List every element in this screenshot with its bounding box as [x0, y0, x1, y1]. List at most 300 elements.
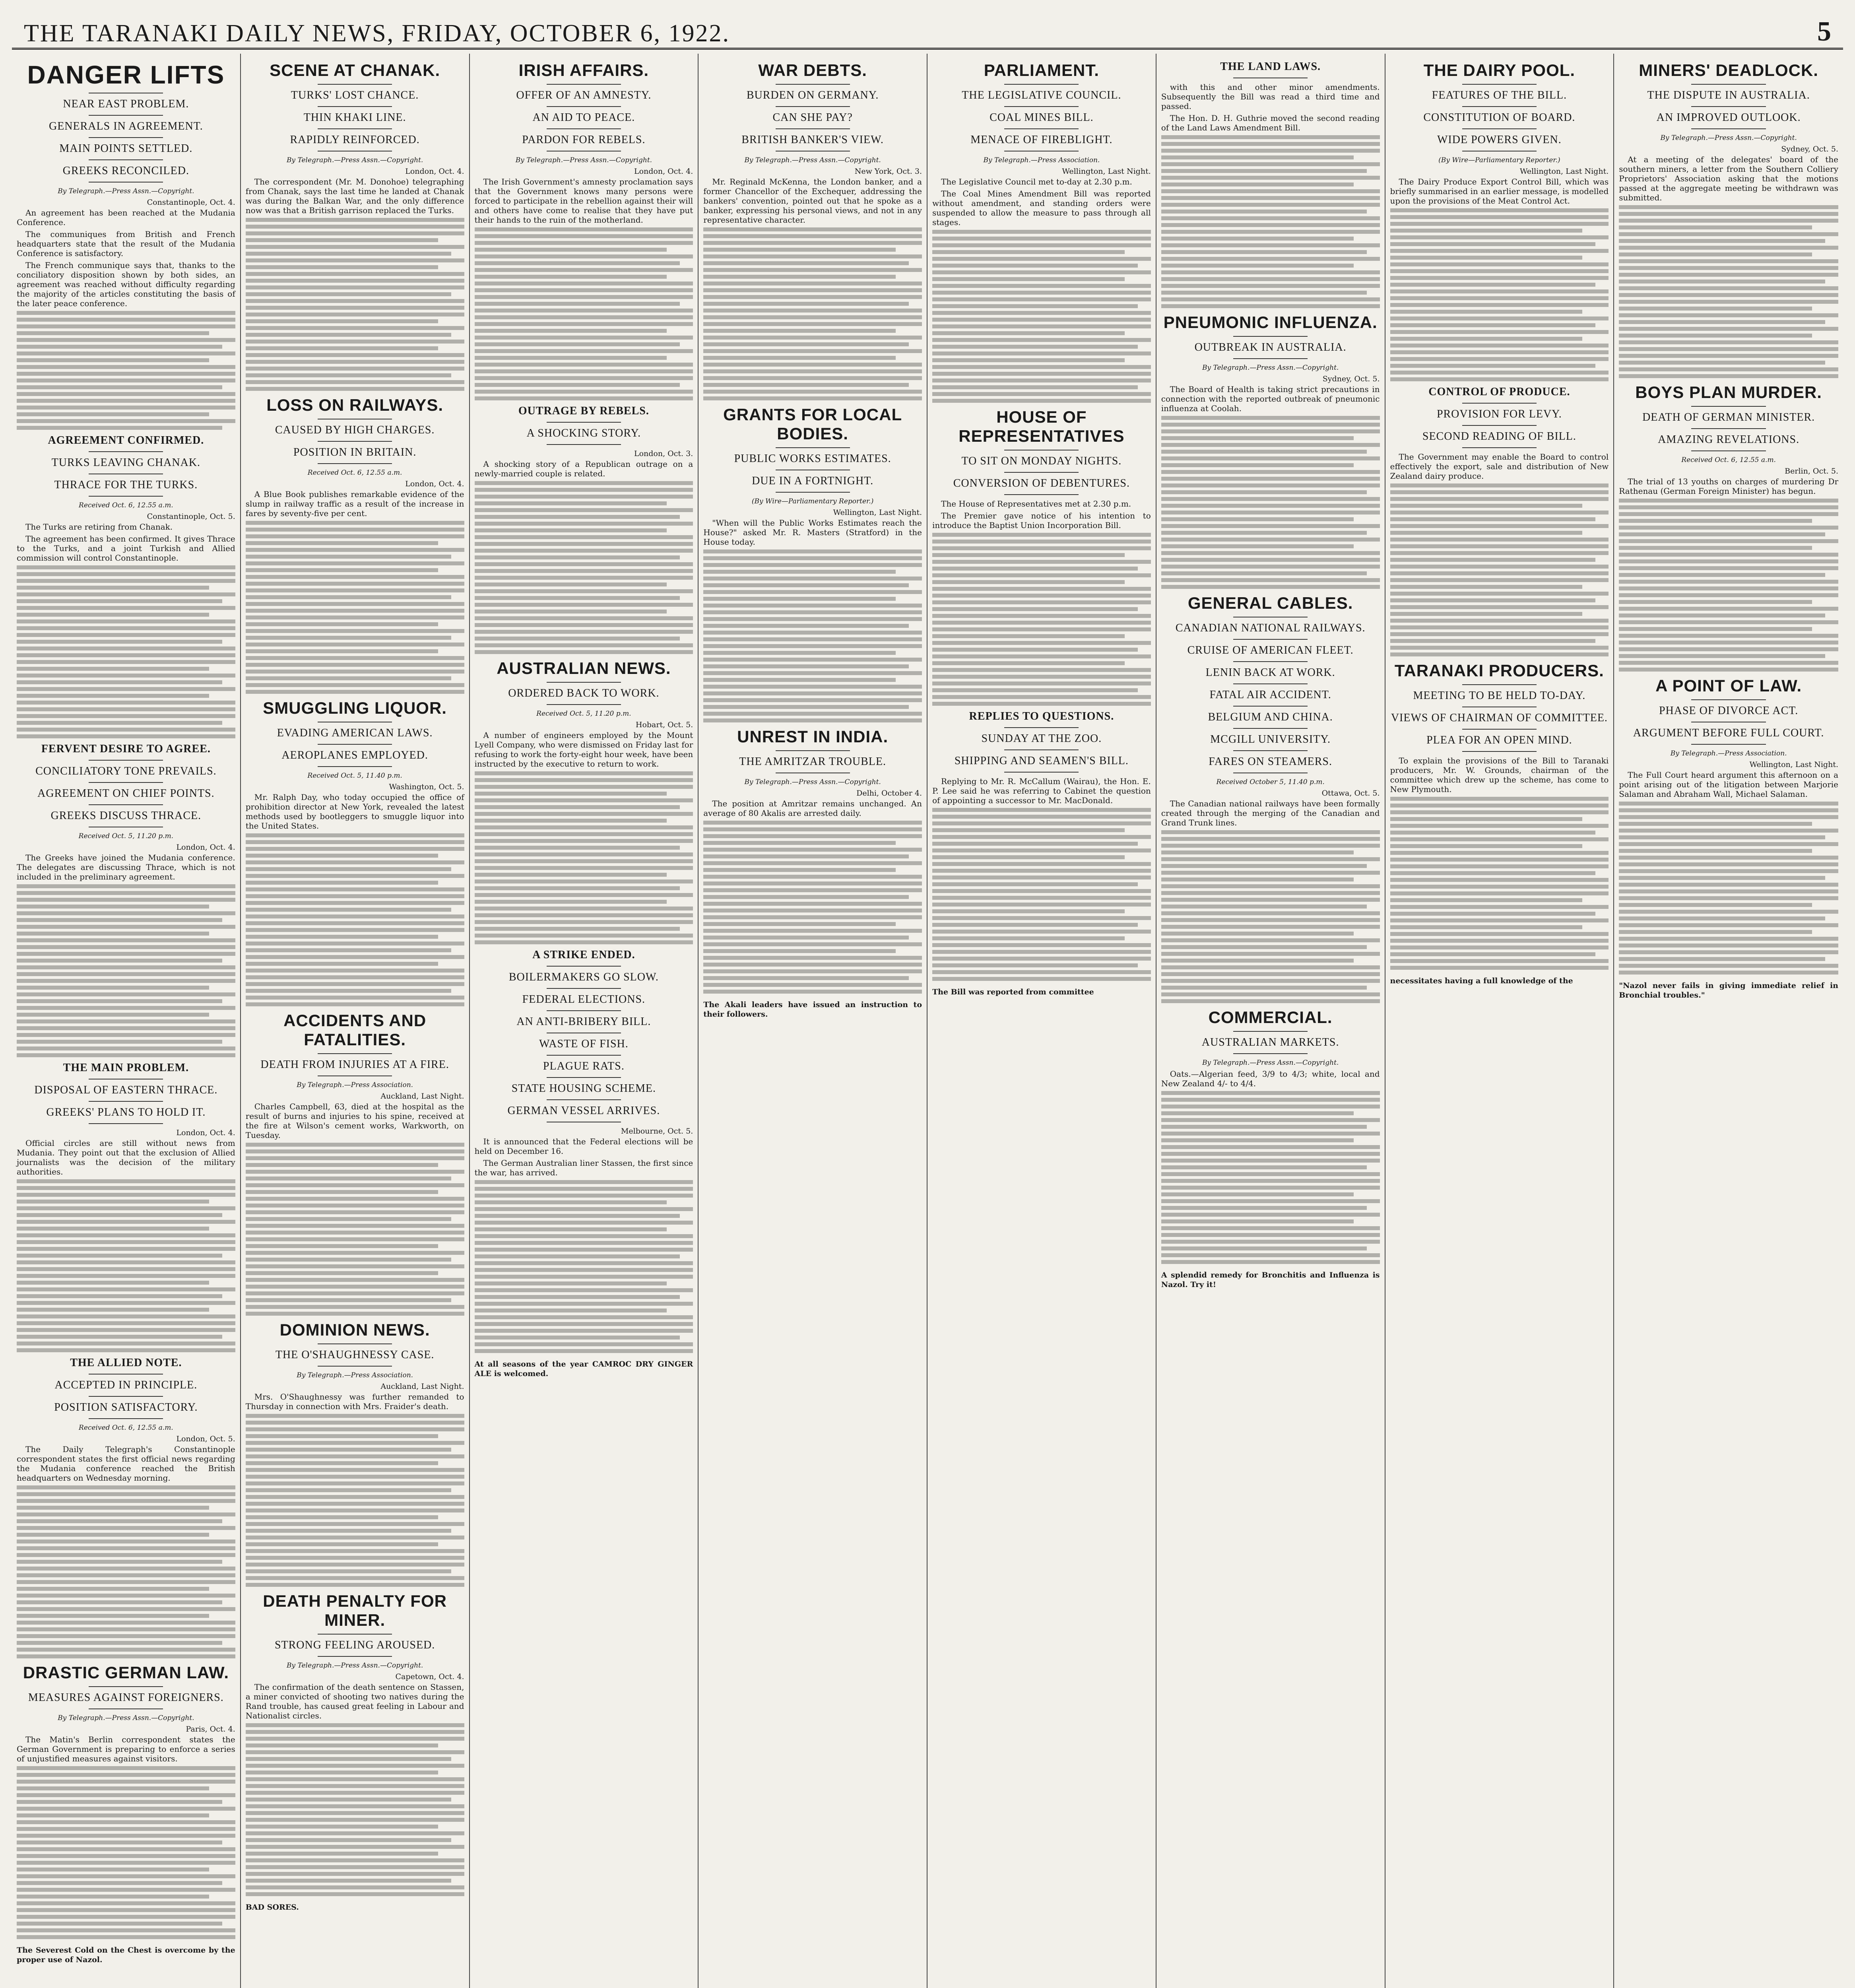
text-line: [1390, 804, 1609, 808]
text-line: [475, 535, 693, 539]
text-line: [17, 1512, 235, 1516]
text-line: [246, 1502, 464, 1506]
text-line: [703, 861, 922, 865]
text-line: [17, 372, 235, 376]
text-line: [1161, 857, 1380, 861]
article-body: [475, 459, 693, 478]
text-line: [703, 698, 922, 702]
column-4: [699, 54, 928, 1988]
text-line: [1390, 966, 1609, 970]
text-line: [1619, 647, 1838, 651]
text-line: [1390, 235, 1609, 239]
text-line: [932, 695, 1151, 699]
text-line: [17, 734, 235, 738]
text-line: [932, 358, 1125, 362]
text-line: [932, 702, 1151, 706]
subhead-rule: [1233, 358, 1308, 359]
text-line: [1161, 304, 1380, 308]
text-line: [1619, 225, 1812, 229]
text-line: [246, 670, 464, 674]
text-line: [17, 1274, 235, 1278]
text-line: [703, 718, 922, 722]
text-line: [703, 376, 922, 380]
text-line: [475, 603, 693, 607]
article: [246, 1320, 464, 1587]
text-line: [17, 1780, 235, 1784]
text-line: [1619, 620, 1838, 624]
text-line: [17, 338, 235, 342]
article: [246, 61, 464, 391]
text-line: [1390, 504, 1583, 508]
article: [475, 659, 693, 944]
text-line: [475, 1309, 667, 1312]
article-headline: BOYS PLAN MURDER.: [1635, 383, 1822, 402]
article: [246, 1592, 464, 1896]
text-line: [246, 1750, 464, 1754]
article-headline: MINERS' DEADLOCK.: [1639, 61, 1818, 80]
text-line: [475, 920, 693, 924]
article-dateline: New York, Oct. 3.: [854, 167, 922, 176]
text-line: [932, 977, 1151, 981]
article-headline: DRASTIC GERMAN LAW.: [23, 1663, 229, 1682]
article: [475, 404, 693, 654]
text-line: [932, 573, 1151, 577]
text-line: [17, 345, 222, 349]
text-line: [1161, 169, 1367, 173]
article-subhead: POSITION IN BRITAIN.: [293, 446, 417, 458]
text-line: [1161, 490, 1367, 494]
text-line: [17, 412, 209, 416]
text-line: [703, 915, 922, 919]
article-paragraph: The Canadian national railways have been formally created through the merging of the Canadian and Grand Trunk lines.: [1161, 799, 1380, 827]
text-line: [703, 309, 922, 313]
text-line: [1161, 986, 1367, 990]
article-body: [246, 177, 464, 215]
article-paragraph: The Board of Health is taking strict precautions in connection with the reported outbreak of pneumonic influenza at Coolah.: [1161, 384, 1380, 413]
text-line: [246, 982, 464, 986]
text-line: [932, 587, 1151, 591]
subhead-rule: [89, 1123, 163, 1124]
text-line: [246, 989, 451, 993]
text-line: [17, 714, 235, 718]
text-line: [475, 913, 693, 917]
text-line: [246, 575, 464, 579]
text-line: [1390, 871, 1596, 875]
text-line: [475, 596, 680, 600]
text-line: [246, 1312, 464, 1316]
text-line: [932, 936, 1125, 940]
text-line: [1161, 544, 1354, 548]
text-line: [475, 852, 693, 856]
text-line: [475, 832, 693, 836]
text-line: [246, 1522, 464, 1526]
text-line: [17, 1321, 235, 1325]
article-subhead: AN IMPROVED OUTLOOK.: [1656, 111, 1801, 124]
column-text-block: [246, 218, 464, 391]
text-line: [17, 1627, 235, 1631]
text-line: [246, 1831, 464, 1835]
text-line: [17, 1267, 235, 1271]
text-line: [17, 1335, 222, 1339]
article-byline: By Telegraph.—Press Assn.—Copyright.: [515, 156, 652, 164]
text-line: [1619, 300, 1838, 304]
text-line: [475, 1329, 693, 1333]
text-line: [246, 854, 438, 858]
text-line: [932, 930, 1151, 934]
text-line: [703, 854, 909, 858]
text-line: [246, 1468, 464, 1472]
article-subhead: FEDERAL ELECTIONS.: [522, 993, 646, 1006]
text-line: [475, 501, 667, 505]
text-line: [17, 653, 235, 657]
text-line: [246, 1264, 464, 1268]
article-byline: Received Oct. 5, 11.40 p.m.: [307, 772, 402, 780]
article-paragraph: The Irish Government's amnesty proclamation says that the Government knows many persons were forced to participate in the rebellion against their will and others have come to realise that they have put their hands to the ruin of the motherland.: [474, 177, 693, 225]
text-line: [1390, 256, 1583, 260]
text-line: [246, 1536, 464, 1540]
text-line: [1619, 259, 1838, 263]
text-line: [246, 676, 451, 680]
text-line: [246, 1771, 438, 1774]
text-line: [1390, 619, 1609, 623]
text-line: [703, 342, 909, 346]
text-line: [703, 956, 922, 960]
text-line: [1619, 849, 1812, 853]
subhead-rule: [89, 159, 163, 160]
subhead-rule: [776, 106, 850, 107]
text-line: [1161, 918, 1380, 922]
text-line: [703, 396, 922, 400]
text-line: [17, 1013, 209, 1017]
text-line: [1390, 289, 1609, 293]
article-subhead: TURKS LEAVING CHANAK.: [51, 456, 201, 469]
subhead-rule: [1233, 683, 1308, 684]
text-line: [1619, 280, 1825, 283]
text-line: [1161, 216, 1380, 220]
text-line: [1390, 571, 1609, 575]
text-line: [246, 1258, 451, 1262]
article-dateline: Ottawa, Oct. 5.: [1321, 789, 1380, 798]
text-line: [703, 678, 896, 682]
text-line: [246, 279, 464, 283]
text-line: [1619, 313, 1838, 317]
article-dateline: Berlin, Oct. 5.: [1785, 467, 1838, 476]
text-line: [17, 1648, 235, 1652]
text-line: [1390, 810, 1609, 814]
article: [703, 405, 922, 722]
text-line: [932, 304, 1138, 308]
text-line: [932, 385, 1138, 389]
article-paragraph: The Hon. D. H. Guthrie moved the second reading of the Land Laws Amendment Bill.: [1161, 113, 1380, 132]
text-line: [17, 1786, 209, 1790]
article: [1619, 383, 1838, 672]
text-line: [703, 261, 909, 265]
text-line: [17, 952, 235, 956]
column-text-block: [1161, 135, 1380, 308]
article-dateline: London, Oct. 4.: [634, 167, 693, 176]
subhead-rule: [1233, 706, 1308, 707]
text-line: [932, 828, 1125, 832]
article-headline: AUSTRALIAN NEWS.: [497, 659, 671, 678]
article: [475, 61, 693, 400]
article-subhead: SECOND READING OF BILL.: [1422, 430, 1576, 443]
text-line: [246, 353, 464, 357]
text-line: [1619, 957, 1825, 961]
subhead-rule: [318, 1366, 392, 1367]
text-line: [475, 1336, 680, 1340]
page-number: 5: [1817, 16, 1831, 47]
article-paragraph: A shocking story of a Republican outrage on a newly-married couple is related.: [474, 459, 693, 478]
text-line: [246, 847, 464, 851]
text-line: [17, 1260, 235, 1264]
text-line: [17, 1915, 235, 1919]
text-line: [17, 905, 209, 909]
text-line: [1619, 519, 1812, 523]
article-headline: UNREST IN INDIA.: [737, 727, 889, 746]
text-line: [932, 821, 1151, 825]
article-subhead: PLAGUE RATS.: [543, 1060, 625, 1072]
article: [1390, 61, 1609, 381]
article-body: [1619, 770, 1838, 799]
text-line: [475, 1254, 680, 1258]
text-line: [246, 683, 464, 687]
text-line: [475, 383, 680, 387]
text-line: [246, 935, 438, 939]
text-line: [932, 876, 1151, 879]
article-subhead: THIN KHAKI LINE.: [303, 111, 406, 124]
text-line: [475, 792, 667, 796]
column-footer-advert: necessitates having a full knowledge of the: [1390, 977, 1573, 985]
text-line: [1390, 932, 1609, 936]
text-line: [1390, 310, 1583, 314]
text-line: [17, 392, 235, 396]
article-subhead: PARDON FOR REBELS.: [522, 134, 646, 146]
article: [17, 742, 235, 1057]
text-line: [1390, 323, 1596, 327]
text-line: [1161, 850, 1354, 854]
text-line: [246, 561, 464, 565]
text-line: [246, 1791, 464, 1795]
text-line: [1619, 593, 1838, 597]
article-dateline: Auckland, Last Night.: [380, 1382, 464, 1391]
text-line: [1390, 565, 1609, 569]
article: [17, 1663, 235, 1939]
text-line: [1161, 450, 1367, 454]
text-line: [932, 835, 1151, 839]
text-line: [1161, 898, 1380, 902]
headline-rule: [547, 84, 621, 85]
subhead-rule: [89, 496, 163, 497]
article-body: [932, 777, 1151, 805]
article-subhead: A SHOCKING STORY.: [526, 427, 641, 439]
text-line: [246, 602, 464, 606]
column-text-block: [932, 808, 1151, 981]
subhead-rule: [89, 1374, 163, 1375]
text-line: [703, 597, 896, 601]
text-line: [1161, 837, 1380, 841]
article-body: [475, 177, 693, 225]
text-line: [17, 979, 235, 983]
text-line: [932, 862, 1151, 866]
text-line: [246, 1764, 464, 1768]
text-line: [932, 627, 1151, 631]
text-line: [1161, 155, 1354, 159]
text-line: [932, 291, 1151, 295]
text-line: [932, 896, 1151, 900]
text-line: [1390, 851, 1609, 855]
article-headline: SCENE AT CHANAK.: [270, 61, 440, 80]
text-line: [475, 1295, 680, 1299]
article-paragraph: The Dairy Produce Export Control Bill, which was briefly summarised in an earlier message, is modelled upon the provisions of the Meat Control Act.: [1390, 177, 1609, 206]
text-line: [17, 1254, 222, 1258]
text-line: [1390, 490, 1609, 494]
text-line: [475, 569, 693, 573]
text-line: [703, 922, 896, 926]
article-paragraph: The communiques from British and French headquarters state that the result of the Mudania Conference is satisfactory.: [17, 229, 235, 258]
article-body: [1390, 756, 1609, 794]
article-headline: COMMERCIAL.: [1208, 1008, 1333, 1027]
text-line: [932, 560, 1151, 564]
text-line: [703, 583, 909, 587]
text-line: [246, 1825, 438, 1829]
text-line: [703, 888, 922, 892]
text-line: [246, 595, 451, 599]
text-line: [1161, 972, 1380, 976]
subhead-rule: [89, 137, 163, 138]
text-line: [246, 622, 438, 626]
text-line: [1161, 203, 1380, 207]
text-line: [17, 619, 235, 623]
subhead-rule: [89, 1708, 163, 1709]
subhead-rule: [1462, 106, 1537, 107]
column-text-block: [246, 1723, 464, 1896]
text-line: [1619, 903, 1812, 907]
text-line: [1619, 869, 1838, 873]
article: [932, 710, 1151, 981]
article-dateline: Delhi, October 4.: [856, 789, 922, 798]
column-text-block: [246, 1143, 464, 1316]
text-line: [932, 594, 1151, 598]
text-line: [17, 1840, 222, 1844]
text-line: [1161, 463, 1354, 467]
article-paragraph: The Full Court heard argument this afternoon on a point arising out of the litigation between Marjorie Salaman and Abraham Wall, Michael Salaman.: [1619, 770, 1838, 799]
article-headline: GRANTS FOR LOCAL BODIES.: [723, 405, 902, 443]
text-line: [1161, 1253, 1380, 1257]
subhead-rule: [89, 1418, 163, 1419]
text-line: [932, 264, 1138, 268]
text-line: [1161, 864, 1367, 868]
text-line: [1619, 559, 1838, 563]
text-line: [475, 336, 693, 340]
text-line: [703, 248, 896, 252]
text-line: [246, 299, 464, 303]
headline-rule: [1233, 336, 1308, 337]
text-line: [703, 644, 922, 648]
text-line: [1161, 1132, 1380, 1136]
text-line: [1390, 517, 1596, 521]
article-headline: DOMINION NEWS.: [279, 1320, 430, 1339]
text-line: [703, 631, 922, 635]
headline-rule: [318, 1343, 392, 1344]
text-line: [703, 241, 922, 245]
text-line: [246, 245, 464, 249]
text-line: [1161, 1145, 1380, 1149]
text-line: [1161, 891, 1380, 895]
text-line: [1161, 182, 1354, 186]
text-line: [475, 356, 667, 360]
text-line: [932, 855, 1125, 859]
text-line: [17, 1807, 235, 1811]
text-line: [1390, 952, 1596, 956]
headline-rule: [776, 447, 850, 448]
subhead-rule: [318, 128, 392, 129]
column-footer-advert: The Severest Cold on the Chest is overcome by the proper use of Nazol.: [17, 1946, 235, 1964]
text-line: [1619, 641, 1838, 645]
text-line: [246, 346, 438, 350]
article-paragraph: The confirmation of the death sentence on Stassen, a miner convicted of shooting two natives during the Rand trouble, has caused great feeling in Labour and Nationalist circles.: [245, 1682, 464, 1720]
text-line: [1390, 858, 1609, 862]
text-line: [246, 373, 451, 377]
text-line: [1619, 607, 1838, 611]
column-text-block: [1161, 830, 1380, 1003]
text-line: [932, 950, 1151, 954]
subhead-rule: [318, 766, 392, 767]
subhead-rule: [89, 760, 163, 761]
text-line: [932, 540, 1151, 544]
text-line: [932, 621, 1151, 625]
article-headline: TARANAKI PRODUCERS.: [1394, 661, 1604, 680]
text-line: [1161, 243, 1380, 247]
text-line: [1161, 277, 1380, 281]
headline-rule: [1462, 684, 1537, 685]
subhead-rule: [547, 1099, 621, 1100]
text-line: [17, 613, 209, 617]
text-line: [17, 1901, 235, 1905]
subhead-rule: [318, 1656, 392, 1657]
subhead-rule: [547, 444, 621, 445]
text-line: [932, 648, 1138, 652]
text-line: [1390, 831, 1596, 835]
text-line: [475, 900, 667, 904]
article-paragraph: It is announced that the Federal elections will be held on December 16.: [474, 1137, 693, 1156]
text-line: [17, 1287, 235, 1291]
text-line: [1619, 252, 1812, 256]
article-body: [1390, 452, 1609, 481]
column-text-block: [17, 1766, 235, 1939]
text-line: [1390, 350, 1609, 354]
text-line: [932, 379, 1151, 382]
text-line: [1619, 580, 1838, 584]
text-line: [246, 1838, 451, 1842]
article-byline: By Telegraph.—Press Association.: [297, 1371, 413, 1379]
text-line: [246, 1441, 464, 1445]
text-line: [246, 218, 464, 222]
article-body: [17, 1735, 235, 1763]
text-line: [17, 1820, 235, 1824]
text-line: [703, 821, 922, 825]
text-line: [17, 626, 235, 630]
column-text-block: [1619, 802, 1838, 975]
article-paragraph: Oats.—Algerian feed, 3/9 to 4/3; white, local and New Zealand 4/- to 4/4.: [1161, 1069, 1380, 1088]
text-line: [932, 943, 1151, 947]
text-line: [1161, 1152, 1380, 1156]
text-line: [1619, 219, 1838, 223]
text-line: [1619, 307, 1812, 311]
article-headline: PARLIAMENT.: [984, 61, 1099, 80]
text-line: [475, 1180, 693, 1184]
text-line: [17, 1526, 235, 1530]
headline-rule: [318, 1053, 392, 1054]
